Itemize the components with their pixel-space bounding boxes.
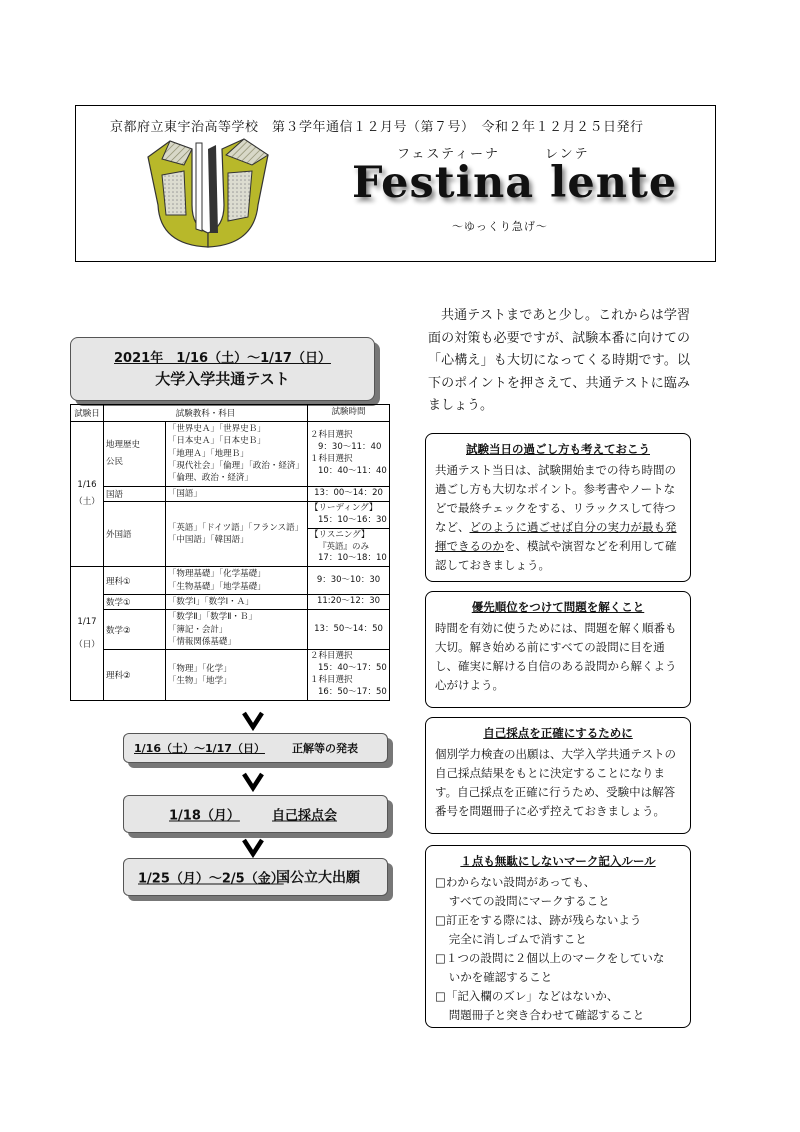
exam-name: 大学入学共通テスト: [155, 370, 290, 388]
subject-cell: 「物理基礎」「化学基礎」 「生物基礎」「地学基礎」: [165, 567, 307, 595]
newsletter-subtitle: 〜ゆっくり急げ〜: [452, 220, 548, 233]
intro-paragraph: 共通テストまであと少し。これからは学習面の対策も必要ですが、試験本番に向けての「心構え」も大切になってくる時期です。以下のポイントを押さえて、共通テストに臨みましょう。: [428, 308, 690, 413]
rule-item-continued: いかを確認すること: [448, 970, 553, 984]
flow-step-label: 国公立大出願: [276, 870, 360, 886]
flow-step-self-scoring: [123, 795, 388, 833]
tip-title: 優先順位をつけて問題を解くこと: [471, 600, 645, 614]
school-issue-line: 京都府立東宇治高等学校 第３学年通信１２月号（第７号） 令和２年１２月２５日発行: [110, 120, 644, 135]
subject-cell: 「数学Ⅱ」「数学Ⅱ・Ｂ」 「簿記・会計」 「情報関係基礎」: [165, 610, 307, 650]
table-row: [71, 650, 390, 701]
day-cell-1: 1/16 （土）: [71, 422, 104, 567]
rule-item: □訂正をする際には、跡が残らないよう: [435, 913, 642, 927]
chevron-down-icon: [241, 708, 265, 732]
flow-step-date: 1/18（月）: [169, 808, 240, 824]
rule-item: □「記入欄のズレ」などはないか、: [435, 989, 619, 1003]
exam-date: 2021年 1/16（土）〜1/17（日）: [114, 351, 331, 366]
tip-body: 個別学力検査の出願は、大学入学共通テストの自己採点結果をもとに決定することになります。自己採点を正確に行うため、受験中は解答番号を問題冊子に必ず控えておきましょう。: [435, 747, 677, 818]
time-cell: 13：00〜14：20: [308, 486, 390, 501]
column-header-time: 試験時間: [308, 405, 390, 422]
category-cell: 外国語: [103, 501, 165, 566]
rule-item-continued: すべての設問にマークすること: [448, 894, 610, 908]
day-cell-2: 1/17 （日）: [71, 567, 104, 700]
table-header-row: [71, 405, 390, 422]
exam-banner: [70, 337, 375, 401]
u-logo-icon: [140, 135, 275, 250]
rule-item: □１つの設問に２個以上のマークをしていな: [435, 951, 665, 965]
category-cell: 数学②: [103, 610, 165, 650]
subject-cell: 「数学Ⅰ」「数学Ⅰ・Ａ」: [165, 594, 307, 609]
time-cell: 【リーディング】 15：10〜16：30: [308, 501, 390, 528]
tip-box-exam-day: [425, 433, 691, 582]
tip-title: 自己採点を正確にするために: [483, 726, 633, 740]
time-cell: 9：30〜10：30: [308, 567, 390, 595]
rule-item-continued: 問題冊子と突き合わせて確認すること: [448, 1008, 645, 1022]
tip-box-self-scoring: [425, 717, 691, 834]
column-header-date: 試験日: [71, 405, 104, 422]
time-cell: 【リスニング】 『英語』のみ 17：10〜18：10: [308, 528, 390, 567]
category-cell: 理科①: [103, 567, 165, 595]
rule-item-continued: 完全に消しゴムで消すこと: [448, 932, 587, 946]
exam-schedule-table: [70, 404, 390, 701]
column-header-subject: 試験教科・科目: [103, 405, 307, 422]
newsletter-title: Festina lente: [352, 158, 678, 208]
subject-cell: 「物理」「化学」 「生物」「地学」: [165, 650, 307, 701]
subject-cell: 「世界史Ａ」「世界史Ｂ」 「日本史Ａ」「日本史Ｂ」 「地理Ａ」「地理Ｂ」 「現代社会」「倫理」「政治・経済」 「倫理、政治・経済」: [165, 422, 307, 487]
time-cell: ２科目選択 15：40〜17：50 １科目選択 16：50〜17：50: [308, 650, 390, 701]
flow-step-answers: [123, 733, 388, 763]
table-row: [71, 594, 390, 609]
tip-box-priority: [425, 591, 691, 708]
chevron-down-icon: [241, 835, 265, 859]
table-row: [71, 486, 390, 501]
flow-step-label: 正解等の発表: [292, 742, 358, 755]
flow-step-label: 自己採点会: [272, 808, 338, 824]
flow-step-date: 1/16（土）〜1/17（日）: [134, 742, 265, 755]
subject-cell: 「英語」「ドイツ語」「フランス語」 「中国語」「韓国語」: [165, 501, 307, 566]
tip-title: １点も無駄にしないマーク記入ルール: [460, 854, 656, 868]
table-row: [71, 501, 390, 528]
chevron-down-icon: [241, 769, 265, 793]
category-cell: 国語: [103, 486, 165, 501]
title-reading-festina: フェスティーナ: [397, 147, 501, 162]
tip-title: 試験当日の過ごし方も考えておこう: [466, 442, 650, 456]
title-reading-lente: レンテ: [545, 147, 590, 162]
table-row: [71, 610, 390, 650]
time-cell: ２科目選択 9：30〜11：40 １科目選択 10：40〜11：40: [308, 422, 390, 487]
rule-item: □わからない設問があっても、: [435, 875, 596, 889]
table-row: [71, 422, 390, 487]
time-cell: 11:20〜12：30: [308, 594, 390, 609]
tip-body: 時間を有効に使うためには、問題を解く順番も大切。解き始める前にすべての設問に目を通し、確実に解ける自信のある設問から解くよう心がけよう。: [435, 621, 677, 692]
flow-step-application: [123, 858, 388, 896]
category-cell: 数学①: [103, 594, 165, 609]
tip-body: 共通テスト当日は、試験開始までの待ち時間の過ごし方も大切なポイント。参考書やノートなどで最終チェックをする、リラックスして待つなど、どのように過ごせば自分の実力が最も発揮できるのかを、模試や演習などを利用して確認しておきましょう。: [435, 463, 677, 572]
category-cell: 理科②: [103, 650, 165, 701]
subject-cell: 「国語」: [165, 486, 307, 501]
time-cell: 13：50〜14：50: [308, 610, 390, 650]
tip-box-marking-rules: [425, 845, 691, 1028]
flow-step-date: 1/25（月）〜2/5（金）: [138, 871, 284, 887]
category-cell: 地理歴史 公民: [103, 422, 165, 487]
table-row: [71, 567, 390, 595]
